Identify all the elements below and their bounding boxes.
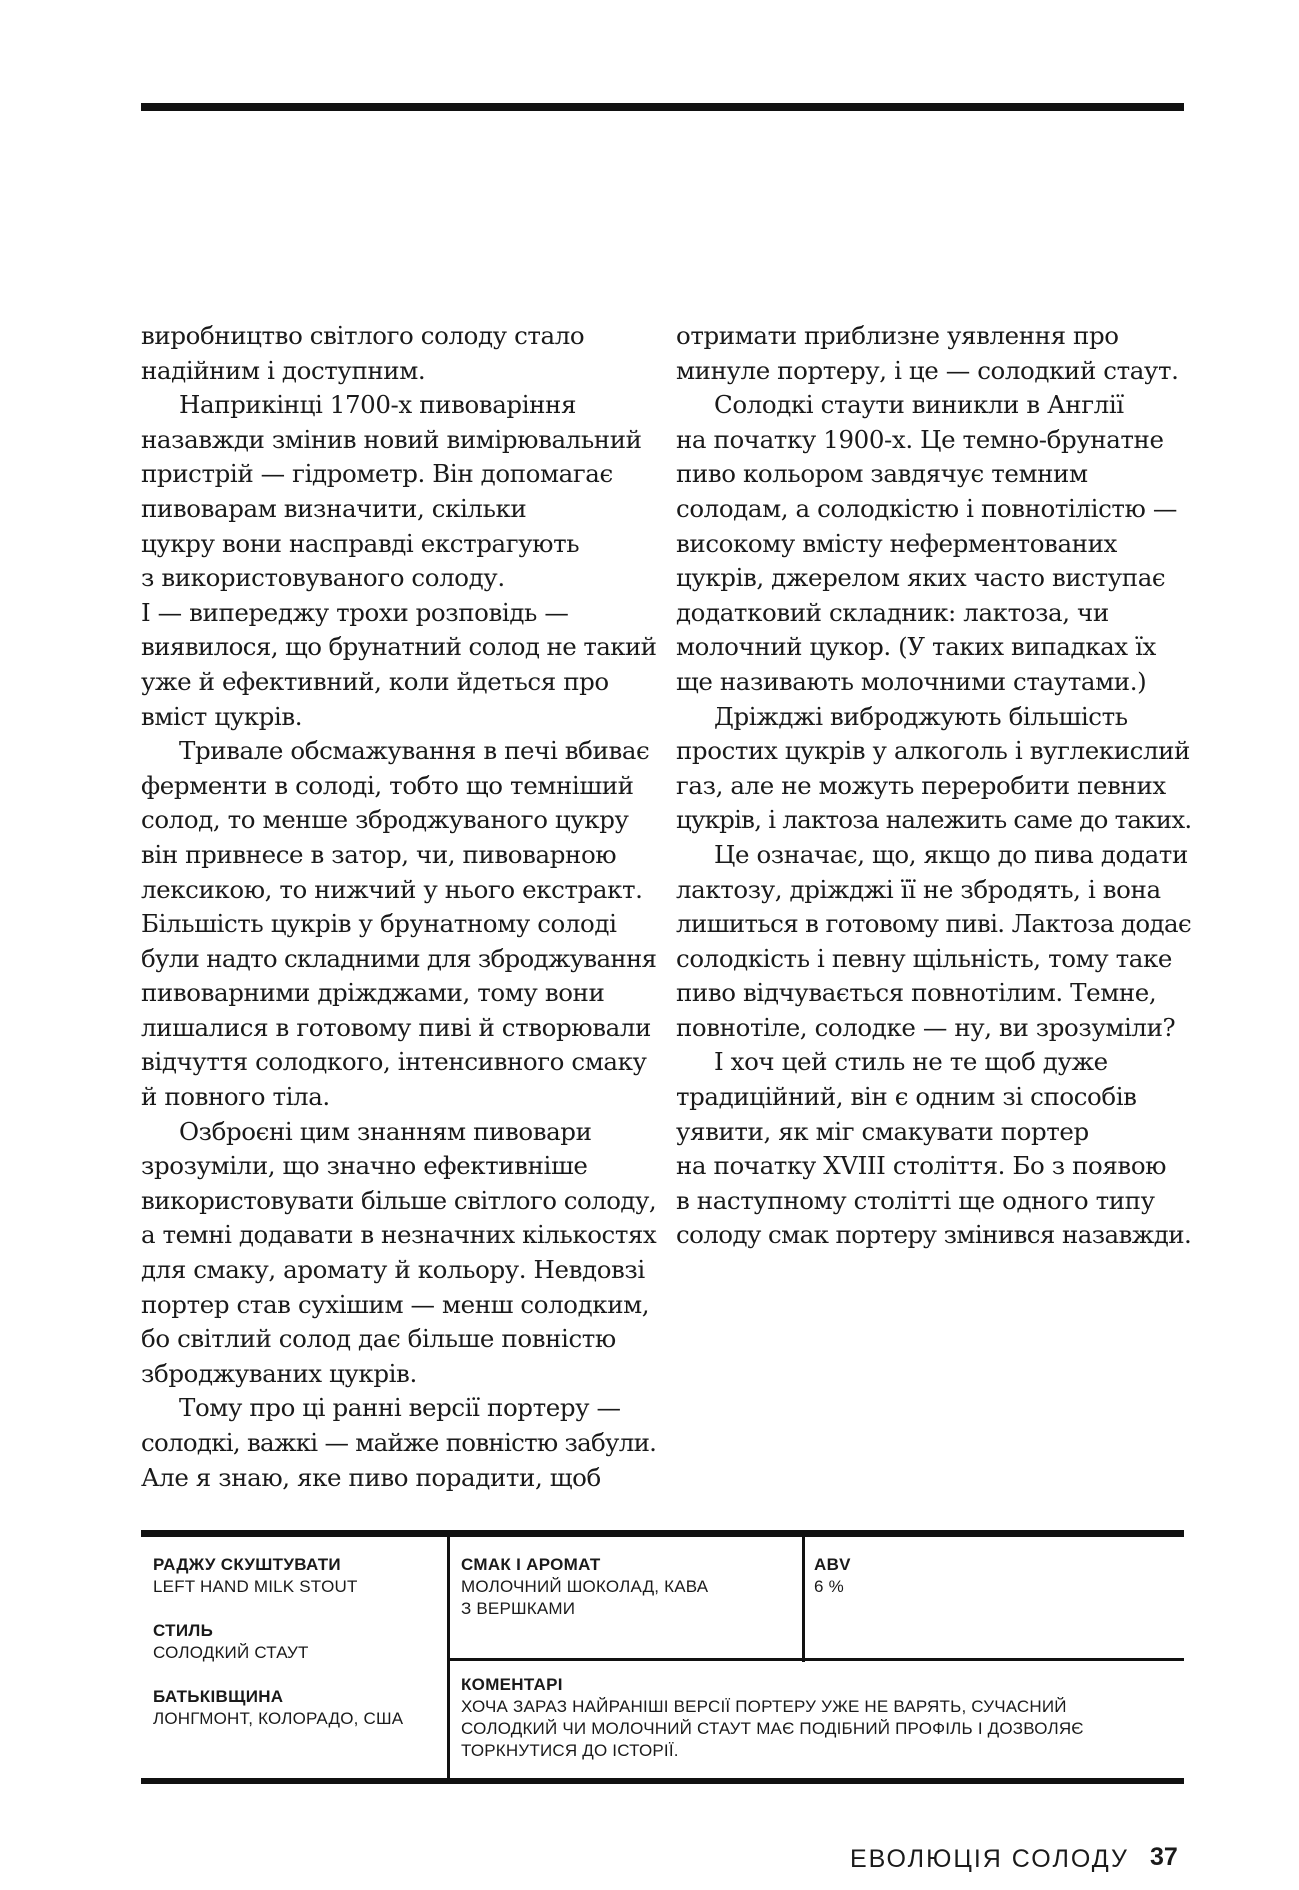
text-line: ще називають молочними стаутами.) <box>676 666 1147 696</box>
text-line: традиційний, він є одним зі способів <box>676 1082 1137 1112</box>
style-value: СОЛОДКИЙ СТАУТ <box>153 1643 309 1662</box>
text-line: Це означає, що, якщо до пива додати <box>714 839 1188 869</box>
text-line: Більшість цукрів у брунатному солоді <box>141 909 617 939</box>
text-line: солод, то менше зброджуваного цукру <box>141 805 629 835</box>
text-line: надійним і доступним. <box>141 355 426 385</box>
top-rule <box>141 103 1184 111</box>
text-line: Озброєні цим знанням пивовари <box>179 1116 592 1146</box>
text-line: Солодкі стаути виникли в Англії <box>714 390 1124 420</box>
text-line: Тривале обсмажування в печі вбиває <box>179 736 650 766</box>
text-line: додатковий складник: лактоза, чи <box>676 597 1109 627</box>
text-line: минуле портеру, і це — солодкий стаут. <box>676 355 1179 385</box>
taste-label: СМАК І АРОМАТ <box>461 1555 601 1574</box>
text-line: пиво відчувається повнотілим. Темне, <box>676 978 1157 1008</box>
text-line: портер став сухішим — менш солодким, <box>141 1289 650 1319</box>
text-line: цукрів, джерелом яких часто виступає <box>676 563 1166 593</box>
text-line: Тому про ці ранні версії портеру — <box>179 1393 621 1423</box>
text-line: для смаку, аромату й кольору. Невдовзі <box>141 1255 645 1285</box>
page-number: 37 <box>1150 1843 1178 1871</box>
text-line: на початку 1900-х. Це темно-брунатне <box>676 424 1164 454</box>
text-line: уже й ефективний, коли йдеться про <box>141 666 609 696</box>
card-divider-vertical <box>802 1537 805 1662</box>
recommend-label: РАДЖУ СКУШТУВАТИ <box>153 1555 341 1574</box>
text-line: лексикою, то нижчий у нього екстракт. <box>141 874 643 904</box>
text-line: бо світлий солод дає більше повністю <box>141 1324 616 1354</box>
text-line: використовувати більше світлого солоду, <box>141 1185 657 1215</box>
text-line: в наступному столітті ще одного типу <box>676 1185 1155 1215</box>
card-top-rule <box>141 1530 1184 1537</box>
taste-value-line: З ВЕРШКАМИ <box>461 1599 576 1618</box>
left-text-column <box>141 319 656 1495</box>
text-line: солоду смак портеру змінився назавжди. <box>676 1220 1192 1250</box>
comments-label: КОМЕНТАРІ <box>461 1675 563 1694</box>
card-comments-cell <box>461 1674 1176 1762</box>
text-line: високому вмісту неферментованих <box>676 528 1117 558</box>
text-line: пивоварними дріжджами, тому вони <box>141 978 605 1008</box>
text-line: Дріжджі виброджують більшість <box>714 701 1128 731</box>
beer-info-card <box>141 1530 1184 1784</box>
right-text-column <box>676 319 1191 1253</box>
text-line: простих цукрів у алкоголь і вуглекислий <box>676 736 1190 766</box>
text-line: Але я знаю, яке пиво порадити, щоб <box>141 1462 601 1492</box>
text-line: вміст цукрів. <box>141 701 303 731</box>
text-line: Наприкінці 1700-х пивоваріння <box>179 390 577 420</box>
card-divider-horizontal <box>447 1658 1184 1661</box>
text-line: лишиться в готовому пиві. Лактоза додає <box>676 909 1192 939</box>
text-line: солодам, а солодкістю і повнотілістю — <box>676 493 1177 523</box>
text-line: цукрів, і лактоза належить саме до таких. <box>676 805 1192 835</box>
abv-label: ABV <box>814 1555 851 1574</box>
text-line: з використовуваного солоду. <box>141 563 505 593</box>
text-line: він привнесе в затор, чи, пивоварною <box>141 839 617 869</box>
text-line: солодкі, важкі — майже повністю забули. <box>141 1428 657 1457</box>
text-line: й повного тіла. <box>141 1082 330 1112</box>
card-taste-cell <box>461 1554 796 1620</box>
card-bottom-rule <box>141 1778 1184 1784</box>
recommend-value: LEFT HAND MILK STOUT <box>153 1577 358 1596</box>
card-left-cell <box>153 1554 443 1730</box>
text-line: І хоч цей стиль не те щоб дуже <box>714 1047 1108 1077</box>
text-line: лишалися в готовому пиві й створювали <box>141 1012 651 1042</box>
text-line: уявити, як міг смакувати портер <box>676 1116 1089 1146</box>
text-line: а темні додавати в незначних кількостях <box>141 1220 657 1250</box>
text-line: ферменти в солоді, тобто що темніший <box>141 770 634 800</box>
text-line: солодкість і певну щільність, тому таке <box>676 943 1173 973</box>
text-line: виробництво світлого солоду стало <box>141 321 585 350</box>
text-line: пиво кольором завдячує темним <box>676 459 1088 489</box>
text-line: цукру вони насправді екстрагують <box>141 528 580 558</box>
text-line: лактозу, дріжджі її не збродять, і вона <box>676 874 1161 904</box>
comments-line: ХОЧА ЗАРАЗ НАЙРАНІШІ ВЕРСІЇ ПОРТЕРУ УЖЕ НЕ ВАРЯТЬ, СУЧАСНИЙ <box>461 1697 1067 1716</box>
section-title: ЕВОЛЮЦІЯ СОЛОДУ <box>850 1845 1129 1873</box>
origin-value: ЛОНГМОНТ, КОЛОРАДО, США <box>153 1709 404 1728</box>
text-line: газ, але не можуть переробити певних <box>676 770 1166 800</box>
text-line: були надто складними для зброджування <box>141 943 657 973</box>
text-line: І — випереджу трохи розповідь — <box>141 597 569 627</box>
text-line: відчуття солодкого, інтенсивного смаку <box>141 1047 647 1077</box>
text-line: пристрій — гідрометр. Він допомагає <box>141 459 613 489</box>
origin-label: БАТЬКІВЩИНА <box>153 1687 284 1706</box>
comments-line: СОЛОДКИЙ ЧИ МОЛОЧНИЙ СТАУТ МАЄ ПОДІБНИЙ ПРОФІЛЬ І ДОЗВОЛЯЄ <box>461 1719 1084 1738</box>
text-line: повнотіле, солодке — ну, ви зрозуміли? <box>676 1012 1176 1042</box>
card-abv-cell <box>814 1554 1174 1598</box>
text-line: зброджуваних цукрів. <box>141 1358 417 1388</box>
taste-value-line: МОЛОЧНИЙ ШОКОЛАД, КАВА <box>461 1577 709 1596</box>
text-line: отримати приблизне уявлення про <box>676 321 1119 350</box>
style-label: СТИЛЬ <box>153 1621 214 1640</box>
comments-line: ТОРКНУТИСЯ ДО ІСТОРІЇ. <box>461 1741 679 1760</box>
text-line: на початку XVIII століття. Бо з появою <box>676 1151 1167 1181</box>
text-line: виявилося, що брунатний солод не такий <box>141 632 657 662</box>
text-line: назавжди змінив новий вимірювальний <box>141 424 642 454</box>
text-line: пивоварам визначити, скільки <box>141 493 527 523</box>
text-line: молочний цукор. (У таких випадках їх <box>676 632 1156 662</box>
text-line: зрозуміли, що значно ефективніше <box>141 1151 588 1181</box>
abv-value: 6 % <box>814 1577 844 1596</box>
